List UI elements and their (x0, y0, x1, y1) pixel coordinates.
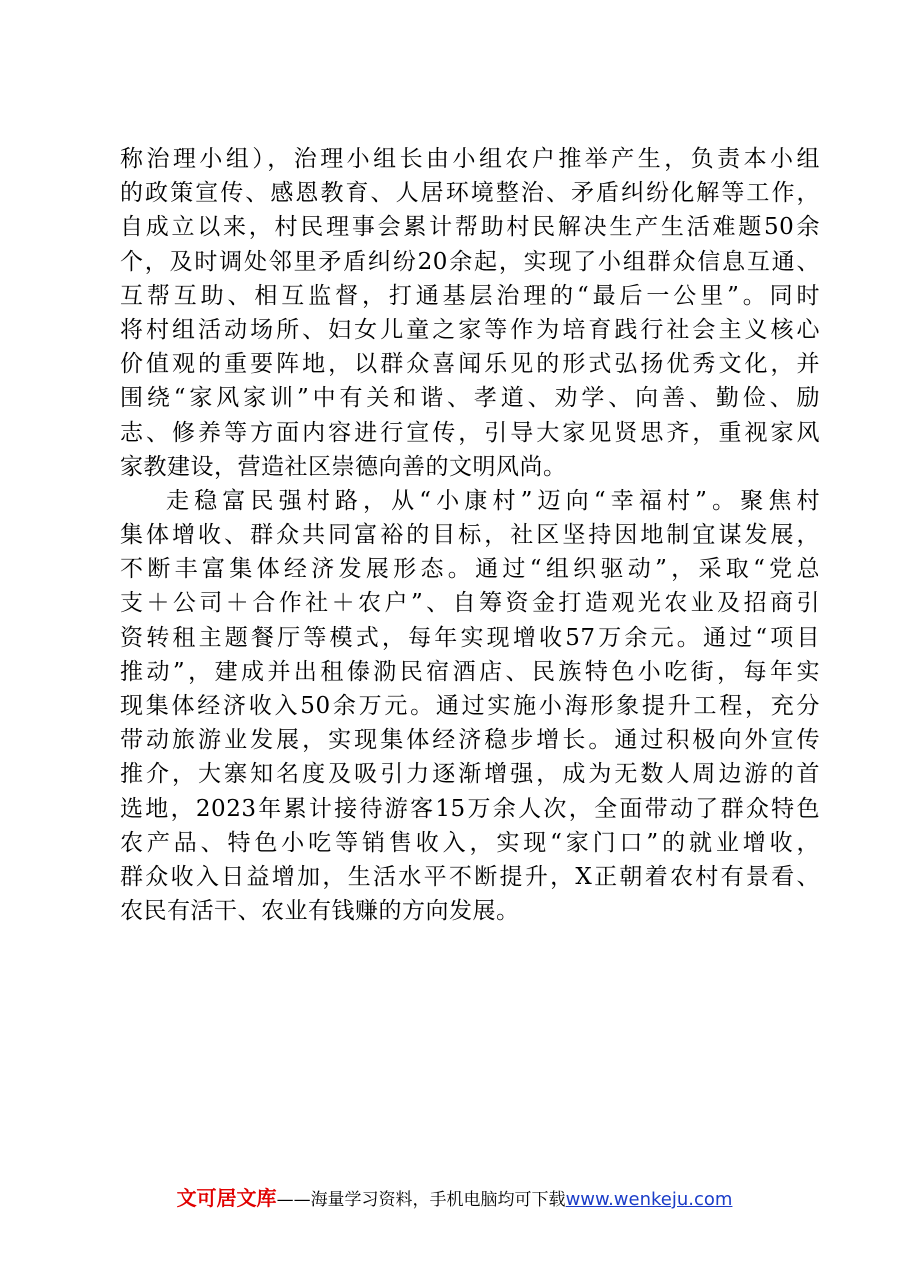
footer-tagline: ——海量学习资料，手机电脑均可下载 (276, 1190, 566, 1210)
text-line: 自成立以来，村民理事会累计帮助村民解决生产生活难题50余 (120, 214, 820, 241)
text-line: 志、修养等方面内容进行宣传，引导大家见贤思齐，重视家风 (120, 419, 820, 446)
text-line: 选地，2023年累计接待游客15万余人次，全面带动了群众特色 (120, 795, 820, 822)
footer-banner (0, 1182, 909, 1211)
document-body (120, 142, 820, 928)
text-line: 不断丰富集体经济发展形态。通过“组织驱动”，采取“党总 (120, 556, 820, 583)
text-line: 支＋公司＋合作社＋农户”、自筹资金打造观光农业及招商引 (120, 590, 820, 617)
text-line: 群众收入日益增加，生活水平不断提升，X正朝着农村有景看、 (120, 863, 820, 890)
text-line: 的政策宣传、感恩教育、人居环境整治、矛盾纠纷化解等工作， (120, 180, 820, 207)
text-line: 推动”，建成并出租傣泐民宿酒店、民族特色小吃街，每年实 (120, 658, 820, 685)
paragraph-1 (120, 142, 820, 484)
text-line: 价值观的重要阵地，以群众喜闻乐见的形式弘扬优秀文化，并 (120, 351, 820, 378)
text-line: 家教建设，营造社区崇德向善的文明风尚。 (120, 453, 567, 480)
text-line: 走稳富民强村路，从“小康村”迈向“幸福村”。聚焦村 (166, 487, 820, 514)
text-line: 农产品、特色小吃等销售收入，实现“家门口”的就业增收， (120, 829, 820, 856)
footer-site-link[interactable]: www.wenkeju.com (565, 1189, 733, 1210)
paragraph-2 (120, 484, 820, 928)
text-line: 农民有活干、农业有钱赚的方向发展。 (120, 898, 520, 925)
text-line: 将村组活动场所、妇女儿童之家等作为培育践行社会主义核心 (120, 316, 820, 343)
text-line: 现集体经济收入50余万元。通过实施小海形象提升工程，充分 (120, 693, 820, 719)
text-line: 互帮互助、相互监督，打通基层治理的“最后一公里”。同时 (120, 282, 820, 309)
text-line: 推介，大寨知名度及吸引力逐渐增强，成为无数人周边游的首 (120, 761, 820, 788)
footer-brand: 文可居文库 (176, 1186, 277, 1210)
text-line: 称治理小组），治理小组长由小组农户推举产生，负责本小组 (120, 146, 820, 172)
text-line: 带动旅游业发展，实现集体经济稳步增长。通过积极向外宣传 (120, 727, 820, 754)
text-line: 个，及时调处邻里矛盾纠纷20余起，实现了小组群众信息互通、 (120, 248, 820, 275)
text-line: 集体增收、群众共同富裕的目标，社区坚持因地制宜谋发展， (120, 522, 820, 549)
text-line: 资转租主题餐厅等模式，每年实现增收57万余元。通过“项目 (120, 624, 820, 651)
text-line: 围绕“家风家训”中有关和谐、孝道、劝学、向善、勤俭、励 (120, 385, 820, 412)
